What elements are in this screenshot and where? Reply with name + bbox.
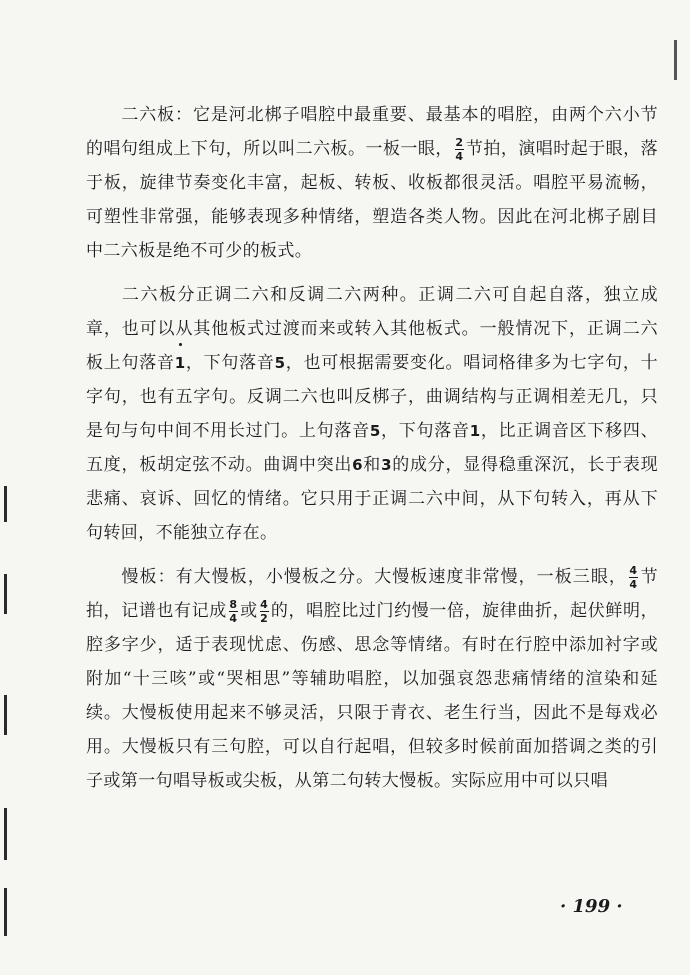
- page-number: · 199 ·: [560, 896, 623, 917]
- paragraph-text: 节拍，记谱也有记成: [86, 567, 658, 621]
- time-signature-fraction: [229, 599, 238, 624]
- paragraph-text: 慢板：有大慢板，小慢板之分。大慢板速度非常慢，一板三眼，: [120, 567, 627, 587]
- paragraph-text: 二六板：它是河北梆子唱腔中最重要、最基本的唱腔，由两个六小节的唱句组成上下句，所以叫二六板。一板一眼，: [86, 105, 658, 159]
- scan-margin-line: [4, 808, 7, 860]
- paragraph-text: 节拍，演唱时起于眼，落于板，旋律节奏变化丰富，起板、转板、收板都很灵活。唱腔平易流畅，可塑性非常强，能够表现多种情绪，塑造各类人物。因此在河北梆子剧目中二六板是绝不可少的板式。: [86, 139, 658, 261]
- scan-margin-line: [4, 695, 7, 735]
- paragraph-text: ，比正调音区下移四、五度，板胡定弦不动。曲调中突出: [86, 421, 659, 475]
- fraction-denominator: 2: [260, 612, 269, 625]
- note-numeral: 1: [175, 346, 186, 380]
- fraction-numerator: 8: [229, 598, 238, 611]
- fraction-numerator: 2: [455, 136, 464, 149]
- fraction-denominator: 4: [455, 150, 464, 163]
- paragraph-text: 的，唱腔比过门约慢一倍，旋律曲折，起伏鲜明，腔多字少，适于表现忧虑、伤感、思念等情绪。有时在行腔中添加衬字或附加“十三咳”或“哭相思”等辅助唱腔，以加强哀怨悲痛情绪的渲染和延续。大慢板使用起来不够灵活，只限于青衣、老生行当，因此不是每戏必用。大慢板只有三句腔，可以自行起唱，但较多时候前面加搭调之类的引子或第一句唱导板或尖板，从第二句转大慢板。实际应用中可以只唱: [86, 601, 658, 791]
- paragraph-zhengdiao-fandiao: [86, 278, 658, 550]
- note-numeral: 1: [469, 422, 481, 440]
- body-text: [86, 98, 658, 808]
- paragraph-text: 和: [362, 455, 382, 475]
- note-numeral: 3: [381, 456, 392, 474]
- scan-margin-line: [4, 574, 7, 614]
- paragraph-text: ，下句落音: [185, 353, 275, 373]
- scan-margin-line: [4, 888, 7, 936]
- paragraph-manban: [86, 560, 658, 798]
- fraction-numerator: 4: [629, 564, 638, 577]
- scan-margin-line: [4, 486, 7, 522]
- time-signature-fraction: [629, 565, 638, 590]
- scan-edge-mark: [674, 40, 677, 80]
- fraction-numerator: 4: [260, 598, 269, 611]
- paragraph-erliuban: [86, 98, 658, 268]
- time-signature-fraction: [455, 137, 464, 162]
- fraction-denominator: 4: [629, 578, 638, 591]
- fraction-denominator: 4: [229, 612, 238, 625]
- paragraph-text: ，下句落音: [380, 421, 470, 441]
- paragraph-text: 的成分，显得稳重深沉，长于表现悲痛、哀诉、回忆的情绪。它只用于正调二六中间，从下句转入，再从下句转回，不能独立存在。: [86, 455, 659, 543]
- paragraph-text: 二六板分正调二六和反调二六两种。正调二六可自起自落，独立成章，也可以从其他板式过渡而来或转入其他板式。一般情况下，正调二六板上句落音: [86, 285, 658, 373]
- time-signature-fraction: [260, 599, 269, 624]
- paragraph-text: ，也可根据需要变化。唱词格律多为七字句，十字句，也有五字句。反调二六也叫反梆子，曲调结构与正调相差无几，只是句与句中间不用长过门。上句落音: [86, 353, 659, 441]
- note-numeral: 5: [274, 354, 286, 372]
- note-numeral: 5: [369, 422, 381, 440]
- paragraph-text: 或: [239, 601, 258, 621]
- note-numeral: 6: [352, 456, 363, 474]
